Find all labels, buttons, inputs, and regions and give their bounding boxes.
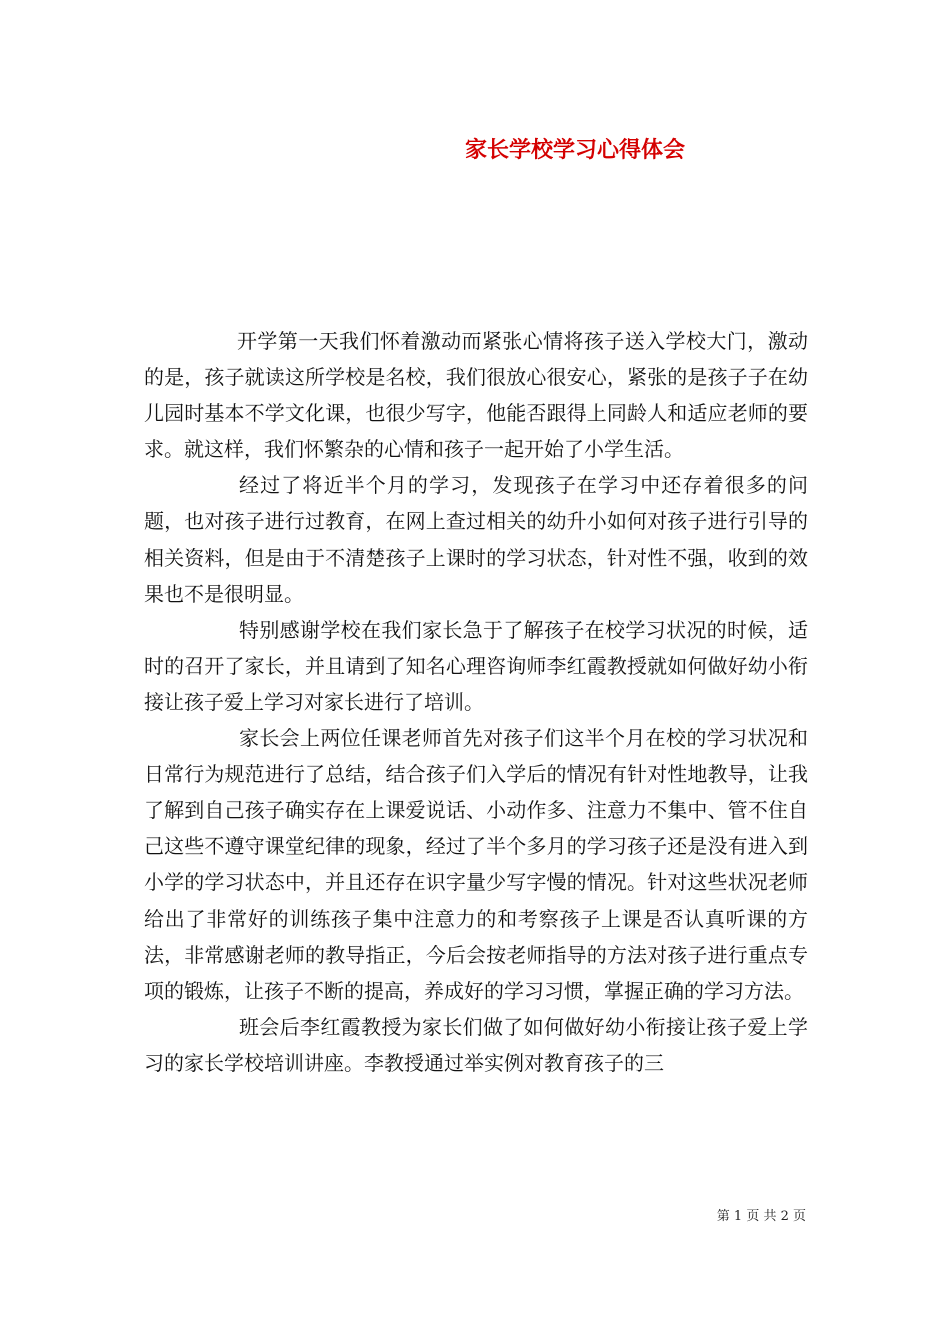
paragraph: 特别感谢学校在我们家长急于了解孩子在校学习状况的时候，适时的召开了家长，并且请到了知名心理咨询师李红霞教授就如何做好幼小衔接让孩子爱上学习对家长进行了培训。 [144, 617, 808, 714]
paragraph: 家长会上两位任课老师首先对孩子们这半个月在校的学习状况和日常行为规范进行了总结，结合孩子们入学后的情况有针对性地教导，让我了解到自己孩子确实存在上课爱说话、小动作多、注意力不集中、管不住自己这些不遵守课堂纪律的现象，经过了半个多月的学习孩子还是没有进入到小学的学习状态中，并且还存在识字量少写字慢的情况。针对这些状况老师给出了非常好的训练孩子集中注意力的和考察孩子上课是否认真听课的方法，非常感谢老师的教导指正，今后会按老师指导的方法对孩子进行重点专项的锻炼，让孩子不断的提高，养成好的学习习惯，掌握正确的学习方法。 [144, 726, 808, 1003]
document-title: 家长学校学习心得体会 [464, 137, 685, 163]
paragraph: 经过了将近半个月的学习，发现孩子在学习中还存着很多的问题，也对孩子进行过教育，在网上查过相关的幼升小如何对孩子进行引导的相关资料，但是由于不清楚孩子上课时的学习状态，针对性不强，收到的效果也不是很明显。 [144, 473, 808, 606]
paragraph: 开学第一天我们怀着激动而紧张心情将孩子送入学校大门，激动的是，孩子就读这所学校是名校，我们很放心很安心，紧张的是孩子子在幼儿园时基本不学文化课，也很少写字，他能否跟得上同龄人和适应老师的要求。就这样，我们怀繁杂的心情和孩子一起开始了小学生活。 [144, 329, 808, 462]
document-body [144, 323, 808, 1081]
paragraph: 班会后李红霞教授为家长们做了如何做好幼小衔接让孩子爱上学习的家长学校培训讲座。李教授通过举实例对教育孩子的三 [144, 1014, 808, 1075]
page-number-footer: 第 1 页 共 2 页 [716, 1209, 806, 1224]
